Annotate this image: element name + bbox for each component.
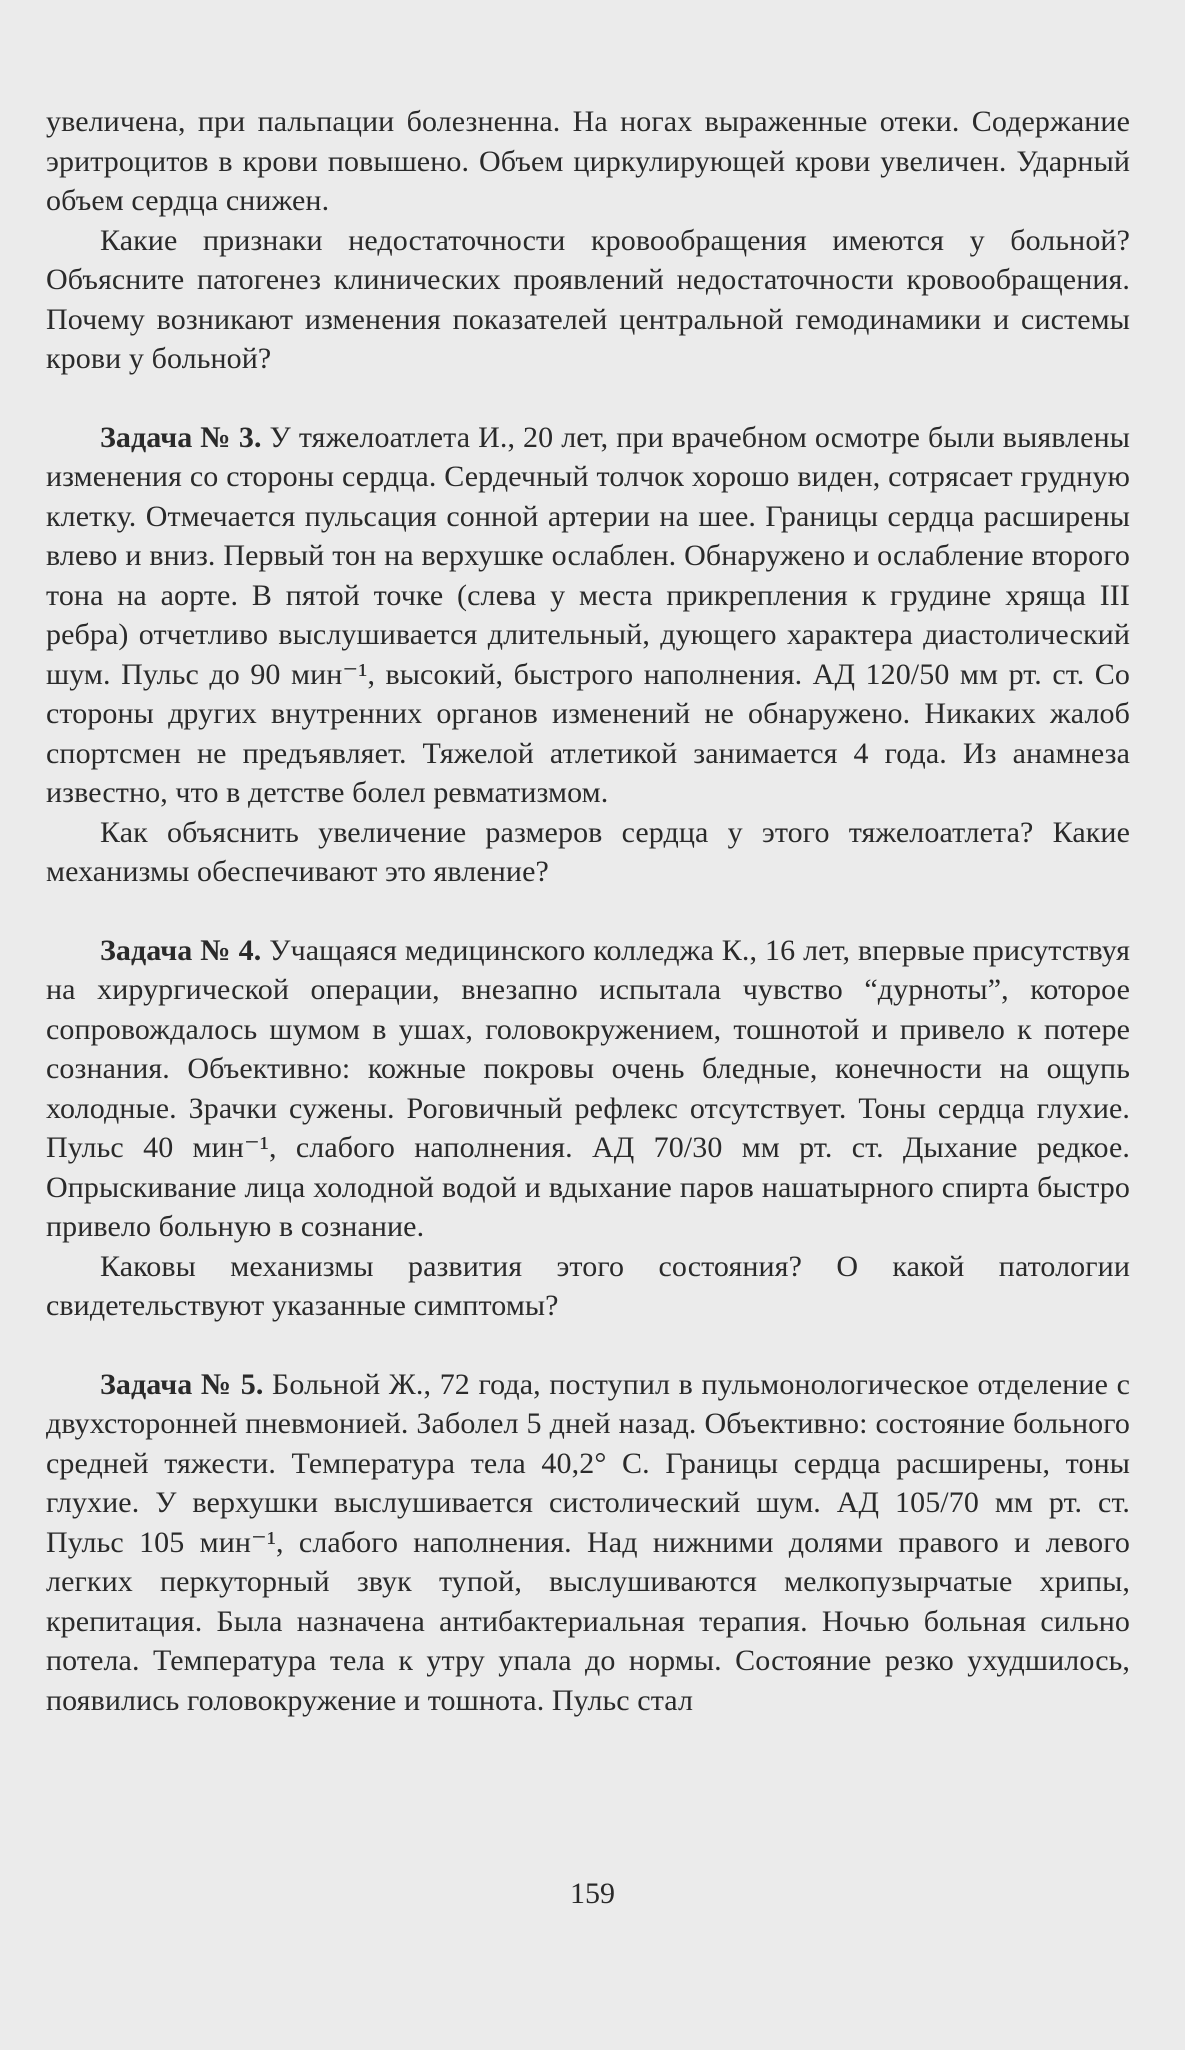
task-5-label: Задача № 5. — [100, 1367, 264, 1401]
task-3-label: Задача № 3. — [100, 420, 262, 454]
task-4-text: Учащаяся медицинского колледжа К., 16 лет, впервые присутствуя на хирургической операции, внезапно испытала чувство “дурноты”, которое сопровождалось шумом в ушах, головокружением, тошнотой и привело к потере сознания. Объективно: кожные покровы очень бледные, конечности на ощупь холодные. Зрачки сужены. Роговичный рефлекс отсутствует. Тоны сердца глухие. Пульс 40 мин⁻¹, слабого наполнения. АД 70/30 мм рт. ст. Дыхание редкое. Опрыскивание лица холодной водой и вдыхание паров нашатырного спирта быстро привело больную в сознание. — [46, 933, 1130, 1243]
task-3-question: Как объяснить увеличение размеров сердца у этого тяжелоатлета? Какие механизмы обеспечивают это явление? — [46, 815, 1130, 888]
paragraph-intro-question: Какие признаки недостаточности кровообращения имеются у больной? Объясните патогенез клинических проявлений недостаточности кровообращения. Почему возникают изменения показателей центральной гемодинамики и системы крови у больной? — [46, 223, 1130, 375]
task-4-paragraph — [46, 931, 1130, 1247]
page-number: 159 — [570, 1877, 615, 1910]
task-5-text: Больной Ж., 72 года, поступил в пульмонологическое отделение с двухсторонней пневмонией. Заболел 5 дней назад. Объективно: состояние больного средней тяжести. Температура тела 40,2° С. Границы сердца расширены, тоны глухие. У верхушки выслушивается систолический шум. АД 105/70 мм рт. ст. Пульс 105 мин⁻¹, слабого наполнения. Над нижними долями правого и левого легких перкуторный звук тупой, выслушиваются мелкопузырчатые хрипы, крепитация. Была назначена антибактериальная терапия. Ночью больная сильно потела. Температура тела к утру упала до нормы. Состояние резко ухудшилось, появились головокружение и тошнота. Пульс стал — [46, 1367, 1130, 1717]
task-4-label: Задача № 4. — [100, 933, 262, 967]
page-body — [46, 102, 1130, 1720]
paragraph-intro-tail: увеличена, при пальпации болезненна. На ногах выраженные отеки. Содержание эритроцитов в крови повышено. Объем циркулирующей крови увеличен. Ударный объем сердца снижен. — [46, 105, 1130, 217]
task-5-paragraph — [46, 1365, 1130, 1721]
task-4-question: Каковы механизмы развития этого состояния? О какой патологии свидетельствуют указанные симптомы? — [46, 1249, 1130, 1322]
task-3-text: У тяжелоатлета И., 20 лет, при врачебном осмотре были выявлены изменения со стороны сердца. Сердечный толчок хорошо виден, сотрясает грудную клетку. Отмечается пульсация сонной артерии на шее. Границы сердца расширены влево и вниз. Первый тон на верхушке ослаблен. Обнаружено и ослабление второго тона на аорте. В пятой точке (слева у места прикрепления к грудине хряща III ребра) отчетливо выслушивается длительный, дующего характера диастолический шум. Пульс до 90 мин⁻¹, высокий, быстрого наполнения. АД 120/50 мм рт. ст. Со стороны других внутренних органов изменений не обнаружено. Никаких жалоб спортсмен не предъявляет. Тяжелой атлетикой занимается 4 года. Из анамнеза известно, что в детстве болел ревматизмом. — [46, 420, 1130, 809]
task-3-paragraph — [46, 418, 1130, 813]
